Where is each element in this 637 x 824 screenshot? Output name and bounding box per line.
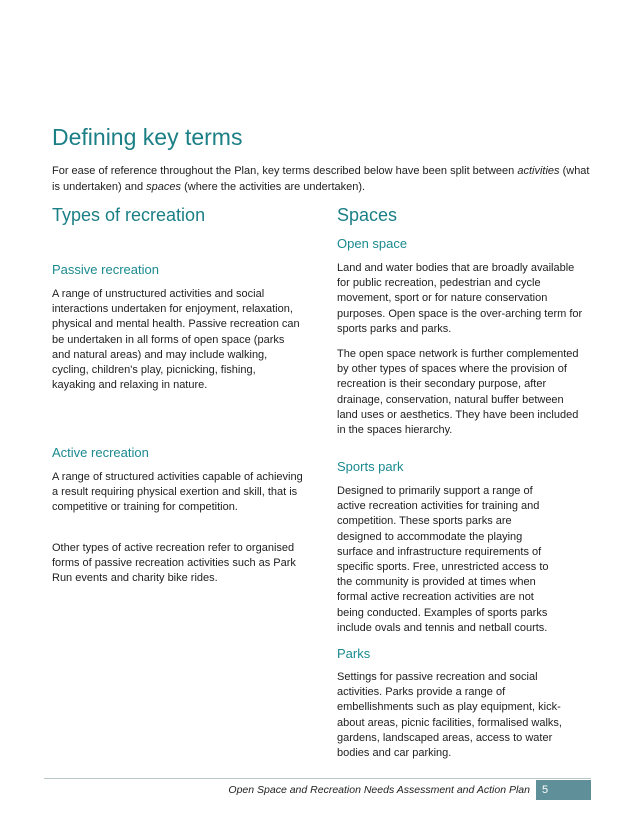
intro-paragraph: For ease of reference throughout the Plan, key terms described below have been split between activities (what is undertaken) and spaces (where the activities are undertaken). <box>52 165 590 193</box>
open-space-text-2: The open space network is further complemented by other types of spaces where the provision of recreation is their secondary purpose, after drainage, conservation, natural buffer between land uses or aesthetics. They have been included in the spaces hierarchy. <box>337 348 579 437</box>
types-of-recreation-heading: Types of recreation <box>52 205 206 225</box>
parks-heading: Parks <box>337 646 371 661</box>
open-space-heading: Open space <box>337 236 408 251</box>
footer-document-title: Open Space and Recreation Needs Assessment and Action Plan <box>228 784 530 796</box>
active-recreation-text-1: A range of structured activities capable of achieving a result requiring physical exertion and skill, that is competitive or training for competition. <box>52 471 303 514</box>
passive-recreation-heading: Passive recreation <box>52 262 159 277</box>
open-space-text-1: Land and water bodies that are broadly available for public recreation, pedestrian and cycle movement, sport or for nature conservation purposes. Open space is the over-arching term for sports parks and parks. <box>337 262 583 335</box>
page-number: 5 <box>536 780 591 800</box>
spaces-heading: Spaces <box>337 205 398 225</box>
parks-text: Settings for passive recreation and social activities. Parks provide a range of embellishments such as play equipment, kick-about areas, picnic facilities, formalised walks, gardens, landscaped areas, access to water bodies and car parking. <box>337 671 562 760</box>
passive-recreation-text: A range of unstructured activities and social interactions undertaken for enjoyment, relaxation, physical and mental health. Passive recreation can be undertaken in all forms of open space (parks and natural areas) and may include walking, cycling, children's play, picnicking, fishing, kayaking and relaxing in nature. <box>52 288 300 392</box>
sports-park-text: Designed to primarily support a range of active recreation activities for training and competition. These sports parks are designed to accommodate the playing surface and infrastructure requirements of specific sports. Free, unrestricted access to the community is provided at times when formal active recreation activities are not being conducted. Examples of sports parks include ovals and tennis and netball courts. <box>337 485 549 634</box>
active-recreation-heading: Active recreation <box>52 445 149 460</box>
footer-divider <box>44 778 591 779</box>
page-title: Defining key terms <box>52 124 243 150</box>
active-recreation-text-2: Other types of active recreation refer to organised forms of passive recreation activities such as Park Run events and charity bike rides. <box>52 542 296 585</box>
sports-park-heading: Sports park <box>337 459 404 474</box>
